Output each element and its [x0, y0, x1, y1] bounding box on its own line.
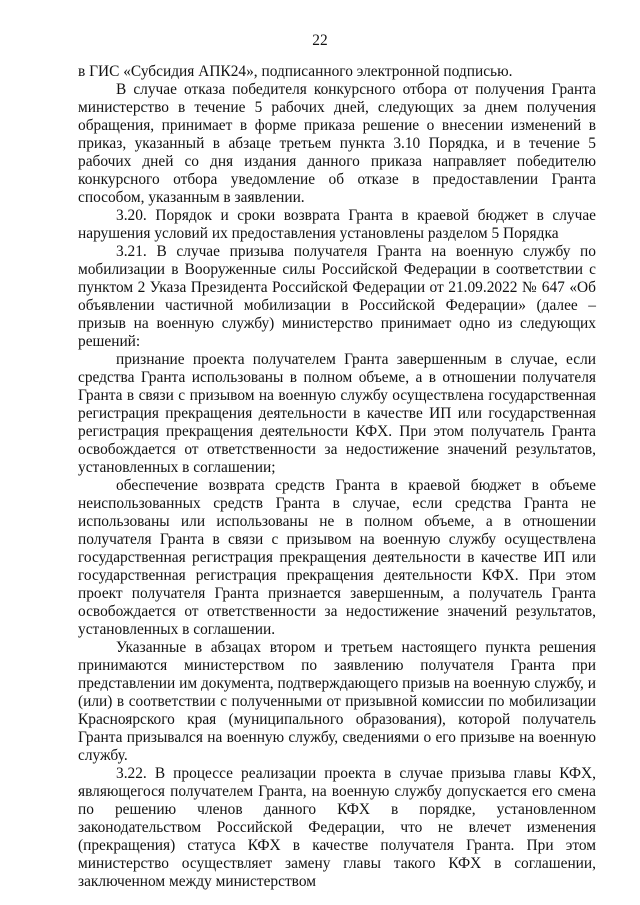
- paragraph-refusal: В случае отказа победителя конкурсного отбора от получения Гранта министерство в течение 5 рабочих дней, следующих за днем получения обращения, принимает в форме приказа решение о внесении изменений в приказ, указанный в абзаце третьем пункта 3.10 Порядка, и в течение 5 рабочих дней со дня издания данного приказа направляет победителю конкурсного отбора уведомление об отказе в предоставлении Гранта способом, указанным в заявлении.: [78, 81, 596, 206]
- paragraph-decisions-basis: Указанные в абзацах втором и третьем настоящего пункта решения принимаются министерством по заявлению получателя Гранта при представлении им документа, подтверждающего призыв на военную службу, и (или) в соответствии с полученными от призывной комиссии по мобилизации Красноярского края (муниципального образования), которой получатель Гранта призывался на военную службу, сведениями о его призыве на военную службу.: [78, 639, 596, 764]
- page-number: 22: [312, 32, 328, 49]
- paragraph-3-21: 3.21. В случае призыва получателя Гранта на военную службу по мобилизации в Вооруженные силы Российской Федерации в соответствии с пунктом 2 Указа Президента Российской Федерации от 21.09.2022 № 647 «Об объявлении частичной мобилизации в Российской Федерации» (далее – призыв на военную службу) министерство принимает одно из следующих решений:: [78, 243, 596, 350]
- paragraph-3-20: 3.20. Порядок и сроки возврата Гранта в краевой бюджет в случае нарушения условий их предоставления установлены разделом 5 Порядка: [78, 207, 596, 242]
- paragraph-continuation: в ГИС «Субсидия АПК24», подписанного электронной подписью.: [78, 63, 513, 80]
- paragraph-3-22: 3.22. В процессе реализации проекта в случае призыва главы КФХ, являющегося получателем Гранта, на военную службу допускается его смена по решению членов данного КФХ в порядке, установленном законодательством Российской Федерации, что не влечет изменения (прекращения) статуса КФХ в качестве получателя Гранта. При этом министерство осуществляет замену главы такого КФХ в соглашении, заключенном между министерством: [78, 765, 596, 890]
- paragraph-decision-return: обеспечение возврата средств Гранта в краевой бюджет в объеме неиспользованных средств Гранта в случае, если средства Гранта не использованы или использованы не в полном объеме, а в отношении получателя Гранта в связи с призывом на военную службу осуществлена государственная регистрация прекращения деятельности в качестве ИП или государственная регистрация прекращения деятельности КФХ. При этом проект получателя Гранта признается завершенным, а получатель Гранта освобождается от ответственности за недостижение значений результатов, установленных в соглашении.: [78, 477, 596, 638]
- document-body: [78, 63, 596, 891]
- paragraph-decision-completed: признание проекта получателем Гранта завершенным в случае, если средства Гранта использованы в полном объеме, а в отношении получателя Гранта в связи с призывом на военную службу осуществлена государственная регистрация прекращения деятельности в качестве ИП или государственная регистрация прекращения деятельности КФХ. При этом получатель Гранта освобождается от ответственности за недостижение значений результатов, установленных в соглашении;: [78, 351, 596, 476]
